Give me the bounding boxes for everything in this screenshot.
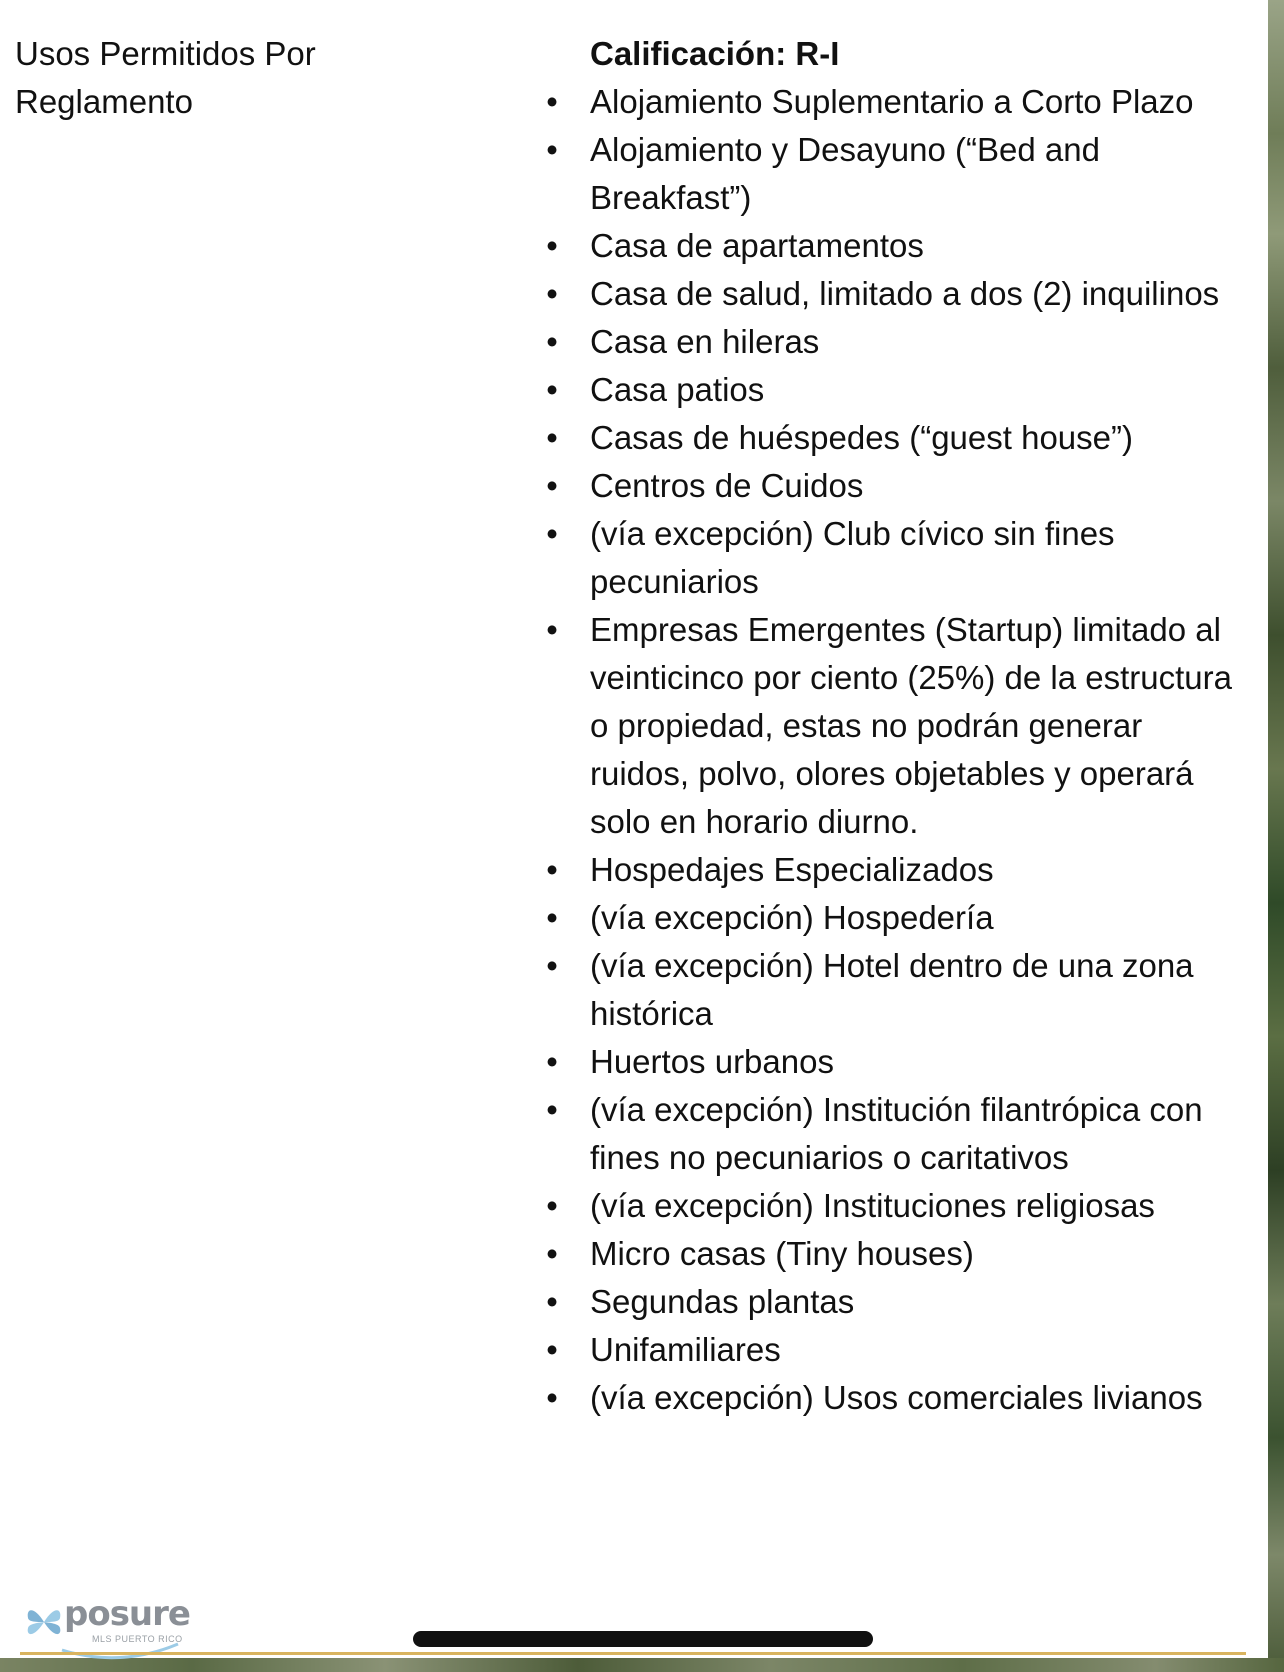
list-item-text: Segundas plantas — [590, 1283, 855, 1320]
list-item — [546, 1230, 1250, 1278]
list-item-text: (vía excepción) Hotel dentro de una zona histórica — [590, 947, 1194, 1032]
list-item — [546, 1038, 1250, 1086]
bullet: • — [546, 1235, 558, 1272]
bullet: • — [546, 323, 558, 360]
bullet: • — [546, 1331, 558, 1368]
list-item — [546, 1278, 1250, 1326]
bullet: • — [546, 1187, 558, 1224]
list-item-text: Centros de Cuidos — [590, 467, 864, 504]
list-item-text: Hospedajes Especializados — [590, 851, 994, 888]
list-item — [546, 1374, 1250, 1422]
list-item-text: Unifamiliares — [590, 1331, 781, 1368]
list-item-text: (vía excepción) Institución filantrópica con fines no pecuniarios o caritativos — [590, 1091, 1203, 1176]
list-item — [546, 270, 1250, 318]
list-item — [546, 846, 1250, 894]
bullet: • — [546, 515, 558, 552]
bullet: • — [546, 1379, 558, 1416]
butterfly-x-icon — [24, 1602, 64, 1642]
list-item-text: Alojamiento y Desayuno (“Bed and Breakfast”) — [590, 131, 1100, 216]
bullet: • — [546, 83, 558, 120]
list-item — [546, 942, 1250, 1038]
list-item — [546, 366, 1250, 414]
zoning-details — [546, 30, 1250, 1422]
bullet: • — [546, 419, 558, 456]
list-item-text: (vía excepción) Hospedería — [590, 899, 994, 936]
list-item — [546, 606, 1250, 846]
list-item-text: Casa de salud, limitado a dos (2) inquilinos — [590, 275, 1220, 312]
list-item — [546, 318, 1250, 366]
list-item-text: (vía excepción) Usos comerciales livianos — [590, 1379, 1203, 1416]
list-item — [546, 1086, 1250, 1182]
bullet: • — [546, 227, 558, 264]
logo-wordmark: posure — [64, 1594, 190, 1634]
list-item-text: Casa de apartamentos — [590, 227, 924, 264]
bullet: • — [546, 947, 558, 984]
zoning-heading: Calificación: R-I — [590, 35, 840, 72]
bullet: • — [546, 611, 558, 648]
list-item — [546, 222, 1250, 270]
logo-swoosh — [60, 1640, 180, 1660]
permitted-uses-list — [546, 78, 1250, 1422]
list-item — [546, 126, 1250, 222]
list-item — [546, 78, 1250, 126]
xposure-logo — [24, 1594, 194, 1658]
bullet: • — [546, 1043, 558, 1080]
list-item-text: Casa patios — [590, 371, 765, 408]
list-item — [546, 894, 1250, 942]
background-foliage-edge — [1268, 0, 1284, 1672]
background-foliage-bottom — [0, 1658, 1284, 1672]
list-item — [546, 462, 1250, 510]
list-item — [546, 414, 1250, 462]
list-item — [546, 510, 1250, 606]
list-item-text: (vía excepción) Club cívico sin fines pecuniarios — [590, 515, 1115, 600]
home-indicator[interactable] — [413, 1631, 873, 1647]
list-item-text: Micro casas (Tiny houses) — [590, 1235, 974, 1272]
logo-tagline: MLS PUERTO RICO — [92, 1634, 183, 1644]
bullet: • — [546, 1091, 558, 1128]
bullet: • — [546, 371, 558, 408]
list-item — [546, 1182, 1250, 1230]
bullet: • — [546, 851, 558, 888]
bullet: • — [546, 131, 558, 168]
list-item-text: Empresas Emergentes (Startup) limitado al veinticinco por ciento (25%) de la estructura o propiedad, estas no podrán generar ruidos, polvo, olores objetables y operará solo en horario diurno. — [590, 611, 1232, 840]
footer-rule — [20, 1652, 1246, 1655]
section-label: Usos Permitidos Por Reglamento — [15, 35, 316, 120]
list-item — [546, 1326, 1250, 1374]
list-item-text: (vía excepción) Instituciones religiosas — [590, 1187, 1155, 1224]
bullet: • — [546, 1283, 558, 1320]
bullet: • — [546, 275, 558, 312]
bullet: • — [546, 467, 558, 504]
list-item-text: Alojamiento Suplementario a Corto Plazo — [590, 83, 1194, 120]
list-item-text: Casa en hileras — [590, 323, 820, 360]
list-item-text: Casas de huéspedes (“guest house”) — [590, 419, 1133, 456]
bullet: • — [546, 899, 558, 936]
list-item-text: Huertos urbanos — [590, 1043, 834, 1080]
